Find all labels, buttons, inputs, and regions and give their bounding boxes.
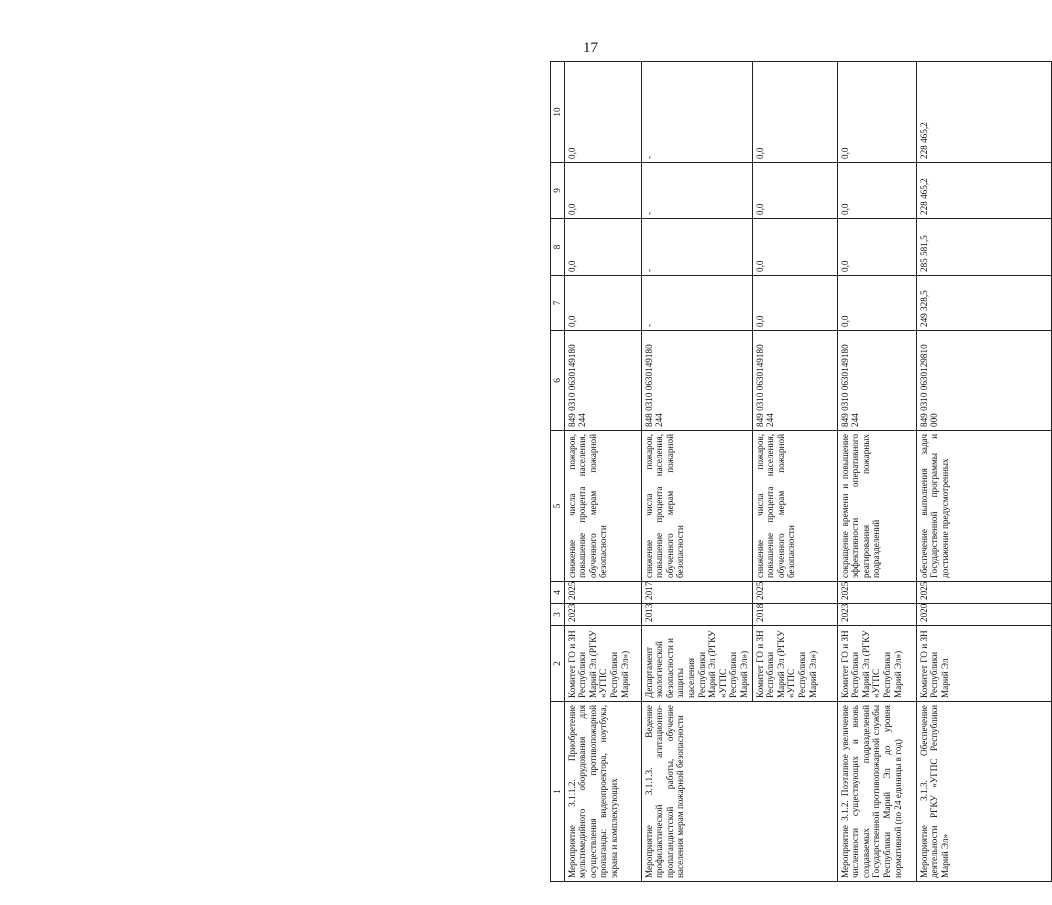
value-col-7: -	[641, 276, 752, 331]
header-cell-6: 6	[551, 331, 565, 431]
executor: Комитет ГО и ЗН Республики Марий Эл (РГКУ «УГПС Республики Марий Эл»)	[564, 626, 641, 702]
value-col-7: 0,0	[564, 276, 641, 331]
expected-result: обеспечение выполнения задач Государственной программы и достижение предусмотренных	[916, 431, 1051, 582]
value-col-10: 0,0	[837, 62, 916, 163]
value-col-7: 249 328,5	[916, 276, 1051, 331]
executor: Комитет ГО и ЗН Республики Марий Эл	[916, 626, 1051, 702]
table-header-row	[551, 62, 565, 882]
end-year: 2025	[564, 582, 641, 604]
value-col-7: 0,0	[752, 276, 837, 331]
start-year: 2023	[564, 604, 641, 626]
start-year: 2020	[916, 604, 1051, 626]
header-cell-3: 3	[551, 604, 565, 626]
header-cell-2: 2	[551, 626, 565, 702]
value-col-10: 0,0	[752, 62, 837, 163]
expected-result: сокращение времени и повышение эффективности оперативного реагирования пожарных подразделений	[837, 431, 916, 582]
table-row	[564, 62, 641, 882]
header-cell-8: 8	[551, 219, 565, 276]
value-col-9: 228 465,2	[916, 163, 1051, 219]
value-col-9: 0,0	[752, 163, 837, 219]
value-col-10: 0,0	[564, 62, 641, 163]
table-row	[837, 62, 916, 882]
end-year: 2025	[752, 582, 837, 604]
start-year: 2018	[752, 604, 837, 626]
header-cell-1: 1	[551, 702, 565, 882]
value-col-9: 0,0	[564, 163, 641, 219]
budget-code: 848 0310 0630149180 244	[641, 331, 752, 431]
end-year: 2025	[837, 582, 916, 604]
budget-code: 849 0310 0630149180 244	[752, 331, 837, 431]
value-col-8: -	[641, 219, 752, 276]
end-year: 2025	[916, 582, 1051, 604]
value-col-8: 0,0	[564, 219, 641, 276]
measure-name: Мероприятие 3.1.2. Поэтапное увеличение численности существующих и вновь создаваемых подразделений Государственной противопожарной службы Республики Марий Эл до уровня нормативной (по 24 единицы в год)	[837, 702, 916, 882]
value-col-8: 0,0	[837, 219, 916, 276]
value-col-10: -	[641, 62, 752, 163]
value-col-10: 228 465,2	[916, 62, 1051, 163]
start-year: 2023	[837, 604, 916, 626]
header-cell-10: 10	[551, 62, 565, 163]
header-cell-5: 5	[551, 431, 565, 582]
value-col-9: -	[641, 163, 752, 219]
header-cell-9: 9	[551, 163, 565, 219]
rotated-table-wrapper	[550, 62, 984, 882]
start-year: 2013	[641, 604, 752, 626]
value-col-8: 285 581,5	[916, 219, 1051, 276]
executor: Комитет ГО и ЗН Республики Марий Эл (РГКУ «УГПС Республики Марий Эл»)	[752, 626, 837, 702]
table-row	[916, 62, 1051, 882]
program-table	[550, 61, 1052, 882]
table-row	[641, 62, 752, 882]
budget-code: 849 0310 0630129810 000	[916, 331, 1051, 431]
budget-code: 849 0310 0630149180 244	[837, 331, 916, 431]
end-year: 2017	[641, 582, 752, 604]
expected-result: снижение числа пожаров, повышение процента населения, обученного мерам пожарной безопасности	[641, 431, 752, 582]
value-col-9: 0,0	[837, 163, 916, 219]
executor: Департамент экологической безопасности и защиты населения Республики Марий Эл (РГКУ «УГПС Республики Марий Эл»)	[641, 626, 752, 702]
value-col-8: 0,0	[752, 219, 837, 276]
budget-code: 849 0310 0630149180 244	[564, 331, 641, 431]
measure-name: Мероприятие 3.1.3. Обеспечение деятельности РГКУ «УГПС Республики Марий Эл»	[916, 702, 1051, 882]
measure-name: Мероприятие 3.1.1.3. Ведение профилактической агитационно-пропагандистской работы, обучение населения мерам пожарной безопасности	[641, 702, 837, 882]
expected-result: снижение числа пожаров, повышение процента населения, обученного мерам пожарной безопасности	[752, 431, 837, 582]
header-cell-4: 4	[551, 582, 565, 604]
header-cell-7: 7	[551, 276, 565, 331]
page-number: 17	[583, 40, 598, 56]
measure-name: Мероприятие 3.1.1.2. Приобретение мультимедийного оборудования для осуществления противопожарной пропаганды: видеопроектора, ноутбука, экрана и комплектующих	[564, 702, 641, 882]
executor: Комитет ГО и ЗН Республики Марий Эл (РГКУ «УГПС Республики Марий Эл»)	[837, 626, 916, 702]
value-col-7: 0,0	[837, 276, 916, 331]
expected-result: снижение числа пожаров, повышение процента населения, обученного мерам пожарной безопасности	[564, 431, 641, 582]
